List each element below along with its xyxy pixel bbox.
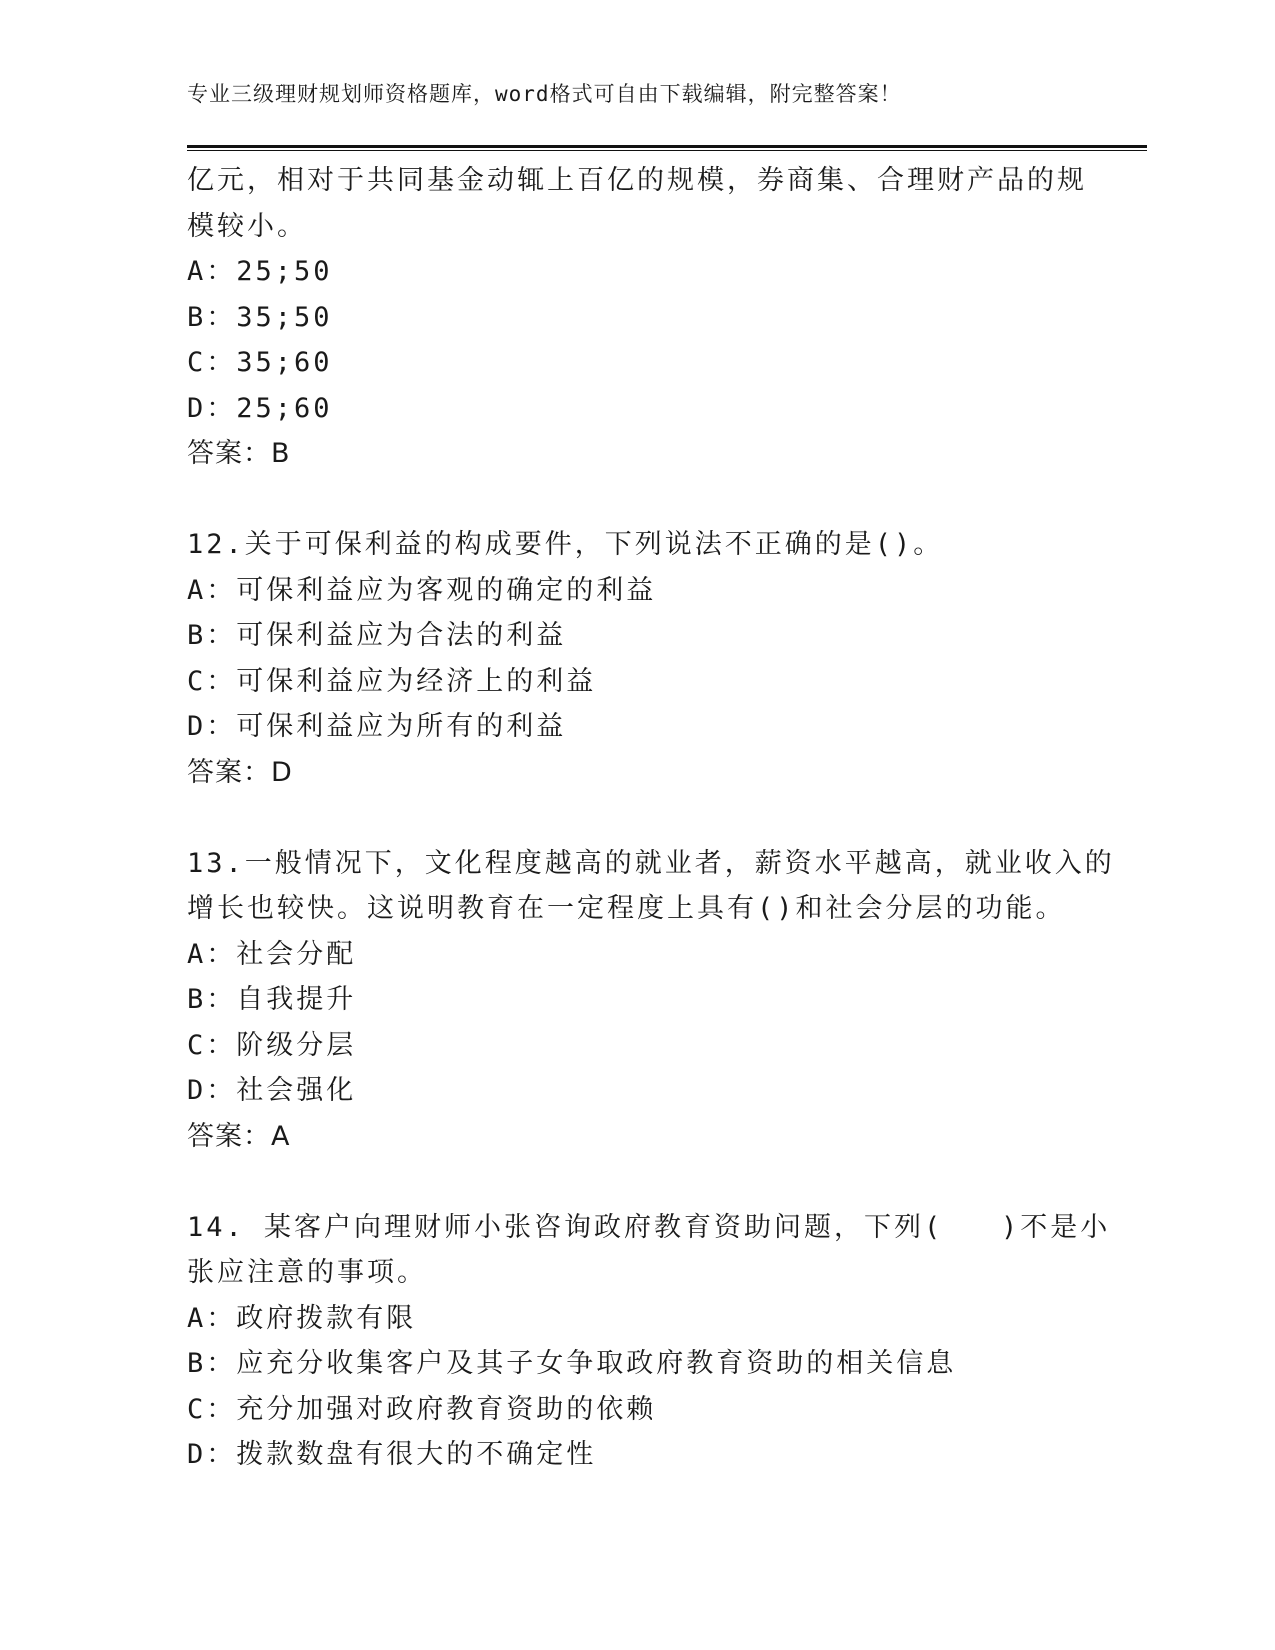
spacer bbox=[187, 477, 1087, 523]
spacer bbox=[187, 1159, 1087, 1205]
option-c: C：阶级分层 bbox=[187, 1029, 357, 1061]
question-text-line: 张应注意的事项。 bbox=[187, 1257, 427, 1288]
answer-line: 答案：B bbox=[187, 438, 291, 469]
option-a: A：25;50 bbox=[187, 256, 333, 287]
option-c: C：35;60 bbox=[187, 347, 333, 378]
option-d: D：25;60 bbox=[187, 392, 333, 424]
option-b: B：应充分收集客户及其子女争取政府教育资助的相关信息 bbox=[187, 1348, 957, 1379]
question-text-line: 增长也较快。这说明教育在一定程度上具有()和社会分层的功能。 bbox=[187, 893, 1066, 924]
option-a: A：可保利益应为客观的确定的利益 bbox=[187, 574, 657, 606]
option-c: C：可保利益应为经济上的利益 bbox=[187, 665, 597, 697]
question-13 bbox=[187, 841, 1115, 1160]
question-11-continuation bbox=[187, 158, 1087, 477]
option-b: B：自我提升 bbox=[187, 984, 357, 1015]
question-12 bbox=[187, 522, 1087, 795]
question-text-line: 13.一般情况下，文化程度越高的就业者，薪资水平越高，就业收入的 bbox=[187, 847, 1115, 879]
option-b: B：35;50 bbox=[187, 301, 333, 333]
question-text-line: 14. 某客户向理财师小张咨询政府教育资助问题，下列( )不是小 bbox=[187, 1211, 1111, 1243]
question-content bbox=[187, 158, 1115, 1478]
option-a: A：政府拨款有限 bbox=[187, 1302, 417, 1334]
answer-line: 答案：D bbox=[187, 756, 293, 788]
option-d: D：可保利益应为所有的利益 bbox=[187, 711, 567, 742]
option-a: A：社会分配 bbox=[187, 938, 357, 970]
question-text-line: 模较小。 bbox=[187, 210, 307, 242]
option-c: C：充分加强对政府教育资助的依赖 bbox=[187, 1393, 657, 1425]
question-text-line: 12.关于可保利益的构成要件，下列说法不正确的是()。 bbox=[187, 529, 944, 560]
option-b: B：可保利益应为合法的利益 bbox=[187, 620, 567, 651]
spacer bbox=[187, 795, 1087, 841]
option-d: D：社会强化 bbox=[187, 1075, 357, 1106]
answer-line: 答案：A bbox=[187, 1120, 291, 1152]
question-text-line: 亿元，相对于共同基金动辄上百亿的规模，券商集、合理财产品的规 bbox=[187, 165, 1087, 196]
header-divider bbox=[187, 145, 1147, 151]
question-14 bbox=[187, 1205, 1111, 1478]
page-header: 专业三级理财规划师资格题库，word格式可自由下载编辑，附完整答案！ bbox=[187, 82, 902, 106]
option-d: D：拨款数盘有很大的不确定性 bbox=[187, 1439, 597, 1470]
